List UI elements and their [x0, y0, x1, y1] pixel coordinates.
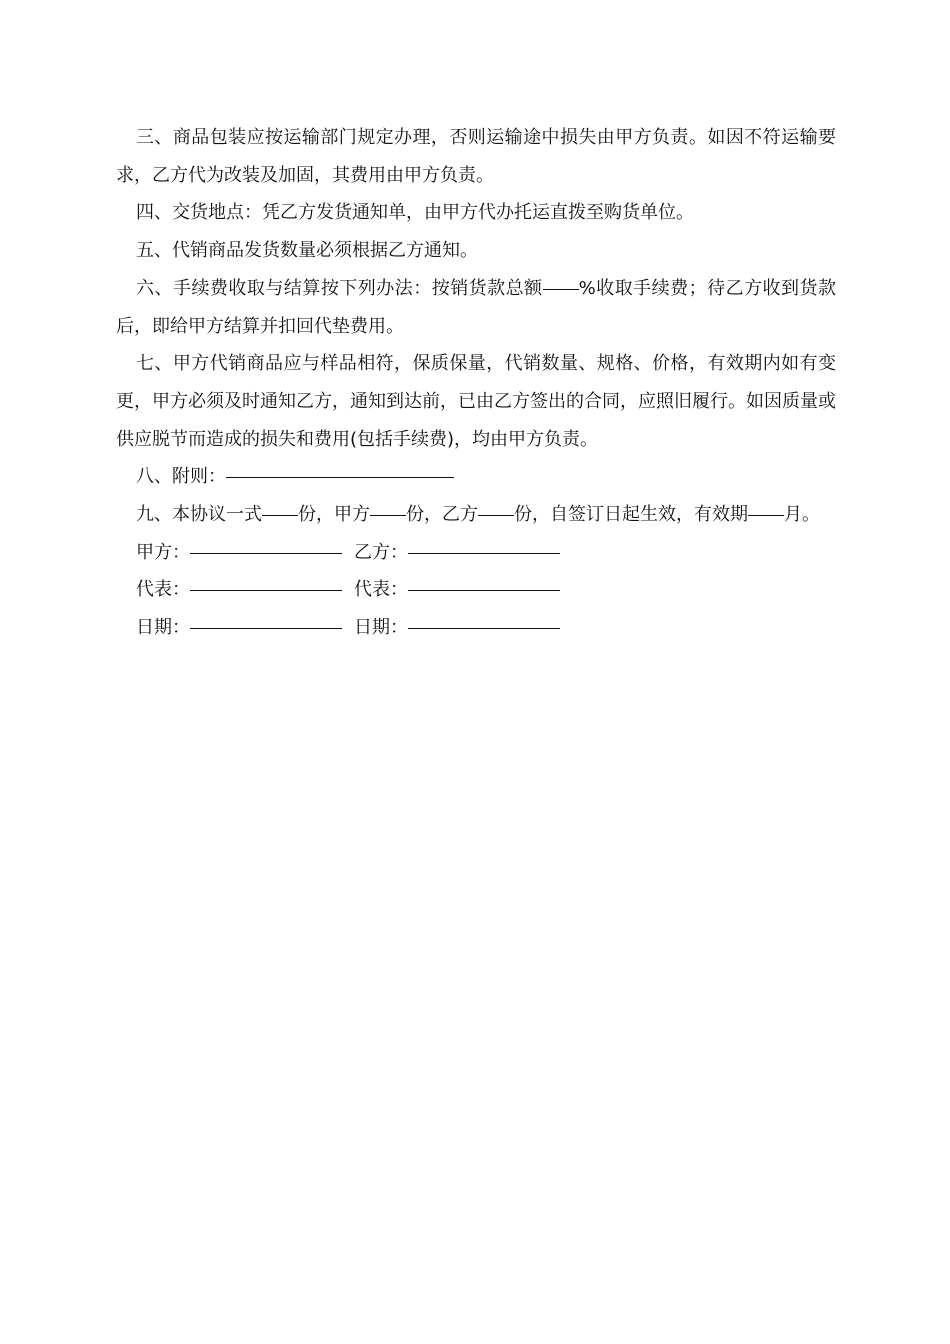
clause-9-text-b: 份，甲方: [298, 504, 370, 526]
clause-7: [116, 345, 836, 458]
party-a-cell: [136, 534, 342, 572]
clause-3: [116, 119, 836, 194]
annex-blank: [226, 476, 454, 478]
party-a-label: 甲方：: [136, 541, 190, 563]
date-a-label: 日期：: [136, 617, 190, 639]
rep-a-cell: [136, 571, 342, 609]
clause-3-text: 三、商品包装应按运输部门规定办理，否则运输途中损失由甲方负责。如因不符运输要求，乙方代为改装及加固，其费用由甲方负责。: [116, 127, 836, 186]
date-b-label: 日期：: [354, 617, 408, 639]
rep-b-blank: [408, 589, 560, 591]
signature-row-representative: [116, 571, 836, 609]
clause-9: [116, 496, 836, 534]
rep-a-label: 代表：: [136, 579, 190, 601]
copies-party-a-blank: [370, 514, 406, 516]
clause-5: [116, 232, 836, 270]
fee-rate-blank: [543, 288, 579, 290]
rep-a-blank: [190, 589, 342, 591]
party-b-cell: [354, 534, 560, 572]
rep-b-cell: [354, 571, 560, 609]
date-a-blank: [190, 627, 342, 629]
contract-body: [116, 119, 836, 647]
party-b-label: 乙方：: [354, 541, 408, 563]
signature-row-date: [116, 609, 836, 647]
clause-9-text-c: 份，乙方: [406, 504, 478, 526]
clause-9-text-d: 份，自签订日起生效，有效期: [514, 504, 748, 526]
clause-8-text: 八、附则：: [136, 466, 226, 488]
clause-8: [116, 458, 836, 496]
rep-b-label: 代表：: [354, 579, 408, 601]
clause-9-text-a: 九、本协议一式: [136, 504, 262, 526]
clause-6-text-b: %收取手续费；待乙方收到货款后，即给甲方结算并扣回代垫费用。: [116, 277, 837, 337]
date-a-cell: [136, 609, 342, 647]
copies-total-blank: [262, 514, 298, 516]
clause-5-text: 五、代销商品发货数量必须根据乙方通知。: [136, 240, 478, 262]
validity-months-blank: [748, 514, 784, 516]
party-a-blank: [190, 552, 342, 554]
signature-row-party: [116, 534, 836, 572]
date-b-blank: [408, 627, 560, 629]
clause-4: [116, 194, 836, 232]
date-b-cell: [354, 609, 560, 647]
clause-6-text-a: 六、手续费收取与结算按下列办法：按销货款总额: [136, 277, 543, 299]
copies-party-b-blank: [478, 514, 514, 516]
party-b-blank: [408, 552, 560, 554]
clause-9-text-e: 月。: [784, 504, 820, 526]
clause-7-text: 七、甲方代销商品应与样品相符，保质保量，代销数量、规格、价格，有效期内如有变更，甲方必须及时通知乙方，通知到达前，已由乙方签出的合同，应照旧履行。如因质量或供应脱节而造成的损失和费用(包括手续费)，均由甲方负责。: [116, 353, 836, 450]
clause-4-text: 四、交货地点：凭乙方发货通知单，由甲方代办托运直拨至购货单位。: [136, 202, 694, 224]
clause-6: [116, 270, 836, 345]
